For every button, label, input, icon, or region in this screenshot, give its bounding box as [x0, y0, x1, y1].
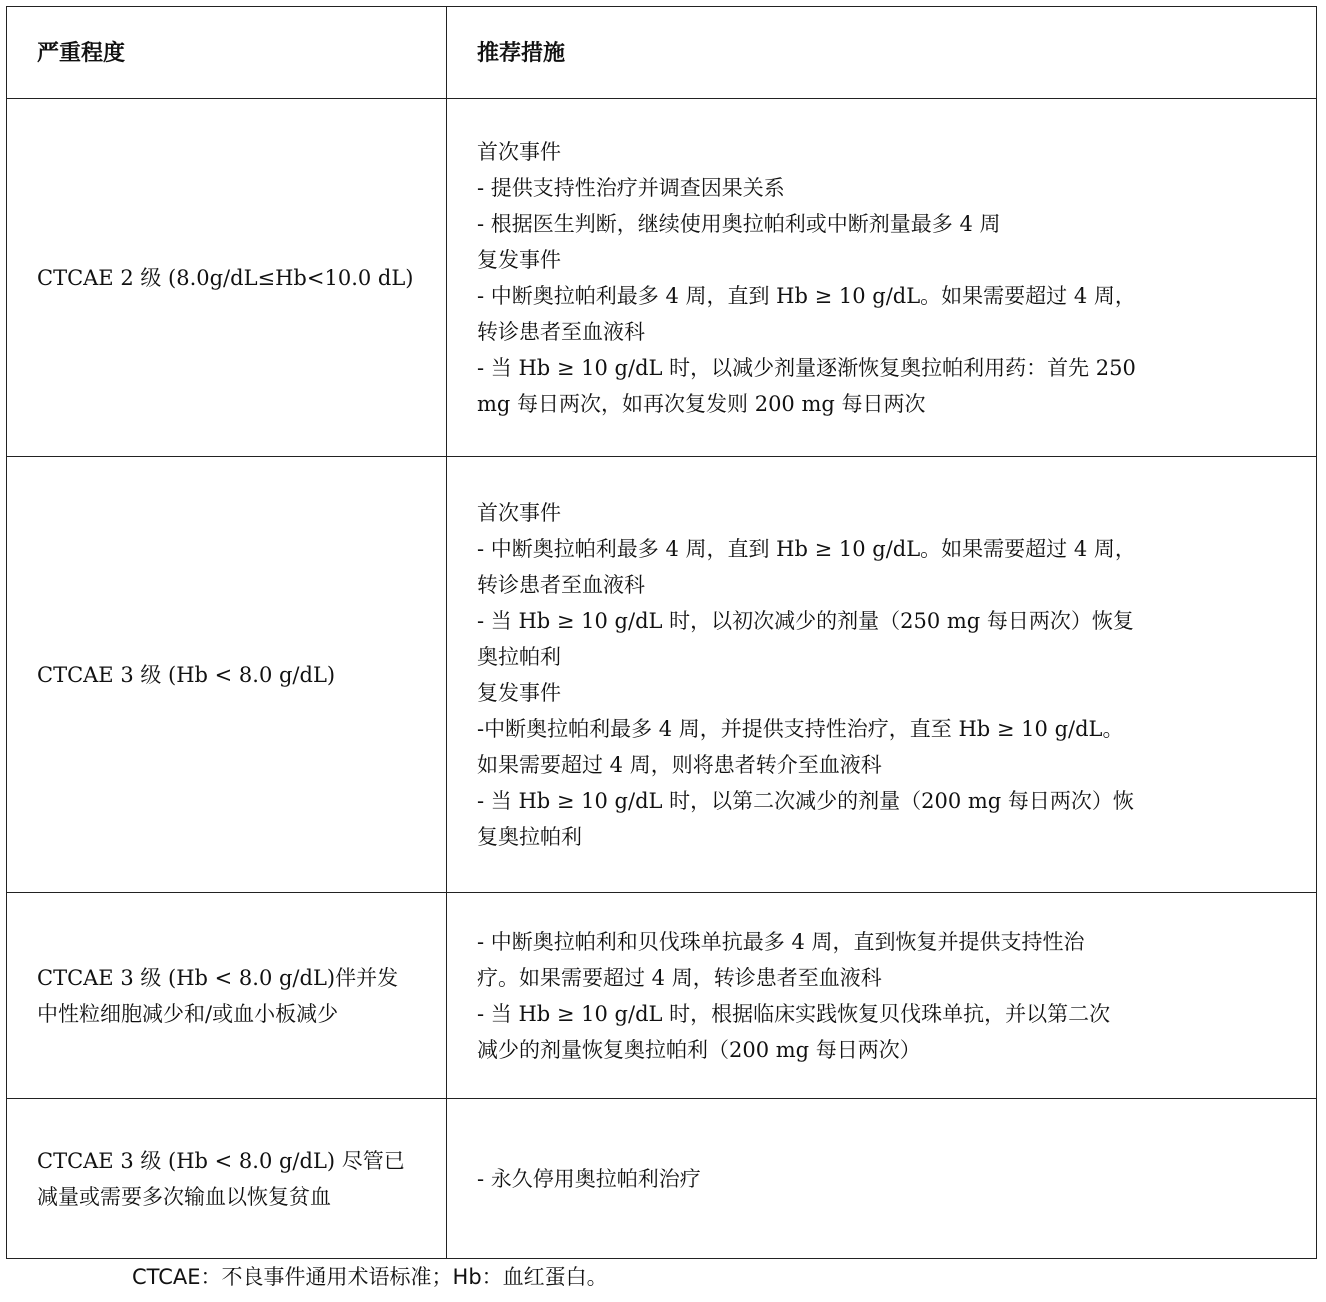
table-row	[7, 99, 1317, 457]
severity-cell	[7, 457, 447, 893]
action-line: 疗。如果需要超过 4 周，转诊患者至血液科	[477, 965, 882, 990]
table-row	[7, 893, 1317, 1099]
action-line: 转诊患者至血液科	[477, 572, 645, 597]
action-line: 转诊患者至血液科	[477, 319, 645, 344]
action-line: - 当 Hb ≥ 10 g/dL 时，根据临床实践恢复贝伐珠单抗，并以第二次	[477, 1001, 1111, 1026]
action-line: - 中断奥拉帕利最多 4 周，直到 Hb ≥ 10 g/dL。如果需要超过 4 周，	[477, 283, 1136, 308]
action-line: 复发事件	[477, 680, 561, 705]
action-line: - 当 Hb ≥ 10 g/dL 时，以第二次减少的剂量（200 mg 每日两次）恢	[477, 788, 1134, 813]
action-line: - 提供支持性治疗并调查因果关系	[477, 175, 785, 200]
severity-cell	[7, 893, 447, 1099]
action-line: - 中断奥拉帕利最多 4 周，直到 Hb ≥ 10 g/dL。如果需要超过 4 周，	[477, 536, 1136, 561]
severity-text: CTCAE 2 级 (8.0g/dL≤Hb<10.0 dL)	[37, 265, 414, 290]
action-cell	[447, 1099, 1317, 1259]
action-cell	[447, 893, 1317, 1099]
action-line: -中断奥拉帕利最多 4 周，并提供支持性治疗，直至 Hb ≥ 10 g/dL。	[477, 716, 1124, 741]
table-header-row	[7, 7, 1317, 99]
action-line: mg 每日两次，如再次复发则 200 mg 每日两次	[477, 391, 926, 416]
header-action: 推荐措施	[447, 7, 1317, 99]
severity-text: CTCAE 3 级 (Hb < 8.0 g/dL)	[37, 662, 336, 687]
action-line: 首次事件	[477, 500, 561, 525]
severity-text: CTCAE 3 级 (Hb < 8.0 g/dL) 尽管已减量或需要多次输血以恢复贫血	[37, 1148, 405, 1209]
severity-cell	[7, 99, 447, 457]
action-line: 复奥拉帕利	[477, 824, 582, 849]
action-line: - 根据医生判断，继续使用奥拉帕利或中断剂量最多 4 周	[477, 211, 1001, 236]
action-line: 如果需要超过 4 周，则将患者转介至血液科	[477, 752, 882, 777]
table-row	[7, 457, 1317, 893]
action-line: 复发事件	[477, 247, 561, 272]
header-severity: 严重程度	[7, 7, 447, 99]
severity-cell	[7, 1099, 447, 1259]
action-line: - 当 Hb ≥ 10 g/dL 时，以初次减少的剂量（250 mg 每日两次）恢复	[477, 608, 1134, 633]
action-line: 首次事件	[477, 139, 561, 164]
anemia-management-table	[6, 6, 1317, 1259]
action-line: 奥拉帕利	[477, 644, 561, 669]
action-cell	[447, 99, 1317, 457]
table-row	[7, 1099, 1317, 1259]
action-cell	[447, 457, 1317, 893]
action-line: 减少的剂量恢复奥拉帕利（200 mg 每日两次）	[477, 1037, 921, 1062]
action-line: - 永久停用奥拉帕利治疗	[477, 1166, 701, 1191]
action-line: - 当 Hb ≥ 10 g/dL 时，以减少剂量逐渐恢复奥拉帕利用药：首先 250	[477, 355, 1136, 380]
action-line: - 中断奥拉帕利和贝伐珠单抗最多 4 周，直到恢复并提供支持性治	[477, 929, 1085, 954]
severity-text: CTCAE 3 级 (Hb < 8.0 g/dL)伴并发中性粒细胞减少和/或血小板减少	[37, 965, 399, 1026]
footnote: CTCAE：不良事件通用术语标准；Hb：血红蛋白。	[132, 1265, 608, 1289]
